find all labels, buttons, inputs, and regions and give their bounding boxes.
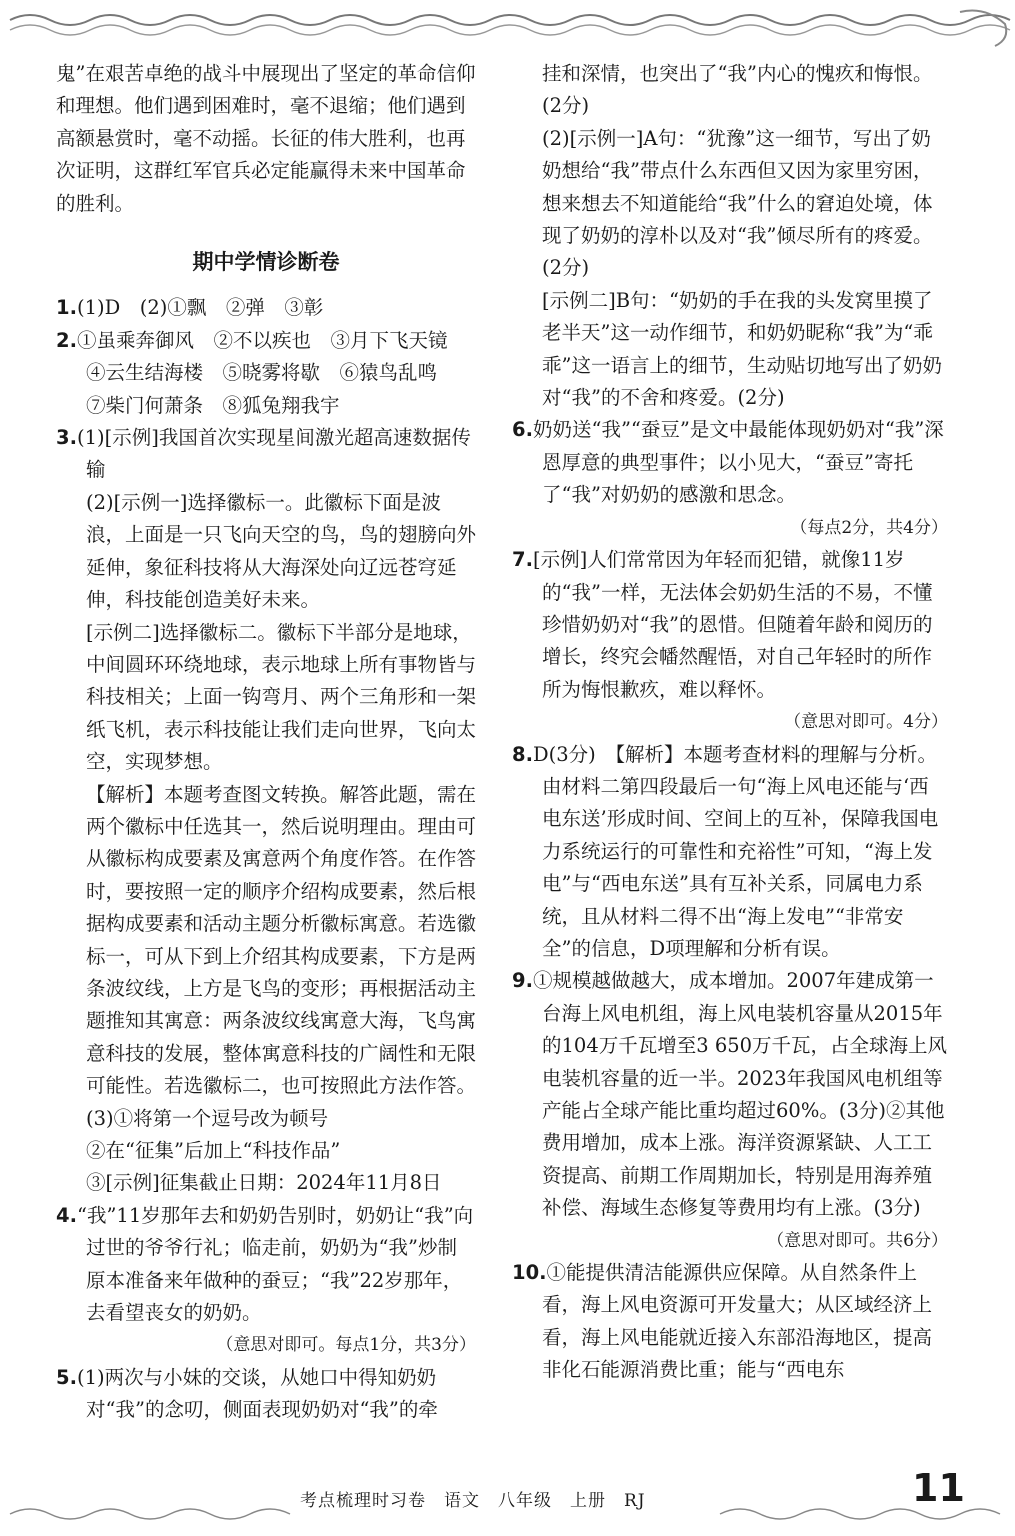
score-note: （意思对即可。每点1分，共3分） xyxy=(216,1335,476,1356)
question-number: 4. xyxy=(56,1203,77,1227)
question-7 xyxy=(512,544,948,706)
top-wave-border xyxy=(0,4,1015,50)
answer-text: (1)D (2)①飘 ②弹 ③彰 xyxy=(76,296,324,320)
answer-text: D(3分) 【解析】本题考查材料的理解与分析。由材料二第四段最后一句“海上风电还能与‘西电东送’形成时间、空间上的互补，保障我国电力系统运行的可靠性和充裕性”可知，“海上发电”与“西电东送”具有互补关系，同属电力系统，且从材料二得不出“海上发电”“非常安全”的信息，D项理解和分析有误。 xyxy=(532,742,939,960)
answer-text: 奶奶送“我”“蚕豆”是文中最能体现奶奶对“我”深恩厚意的典型事件；以小见大，“蚕豆”寄托了“我”对奶奶的感激和思念。 xyxy=(532,418,944,507)
question-2 xyxy=(56,325,476,357)
answer-paragraph: (2)[示例一]选择徽标一。此徽标下面是波浪，上面是一只飞向天空的鸟，鸟的翅膀向外延伸，象征科技将从大海深处向辽远苍穹延伸，科技能创造美好未来。 xyxy=(86,490,477,612)
question-number: 1. xyxy=(56,296,77,320)
question-5 xyxy=(56,1362,476,1427)
answer-line: ⑦柴门何萧条 ⑧狐兔翔我宇 xyxy=(86,393,340,417)
watermark-logo xyxy=(800,1462,1000,1522)
question-number: 5. xyxy=(56,1365,77,1389)
left-column xyxy=(56,58,476,1427)
question-10 xyxy=(512,1257,948,1387)
score-note: （意思对即可。共6分） xyxy=(767,1230,948,1251)
question-number: 9. xyxy=(512,969,533,993)
question-4 xyxy=(56,1200,476,1330)
question-6 xyxy=(512,414,948,511)
answer-paragraph: 挂和深情，也突出了“我”内心的愧疚和悔恨。(2分) xyxy=(542,62,933,118)
answer-text: (1)[示例]我国首次实现星间激光超高速数据传输 xyxy=(76,426,471,482)
answer-paragraph: (3)①将第一个逗号改为顿号 xyxy=(86,1106,329,1130)
score-note: （每点2分，共4分） xyxy=(790,517,948,538)
answer-text: ①能提供清洁能源供应保障。从自然条件上看，海上风电资源可开发量大；从区域经济上看，海上风电能就近接入东部沿海地区，提高非化石能源消费比重；能与“西电东 xyxy=(542,1261,933,1382)
section-title: 期中学情诊断卷 xyxy=(192,250,340,275)
footer-title: 考点梳理时习卷 语文 八年级 上册 RJ xyxy=(300,1491,646,1511)
answer-paragraph: ③[示例]征集截止日期：2024年11月8日 xyxy=(86,1171,442,1195)
question-9 xyxy=(512,965,948,1224)
analysis-paragraph: 【解析】本题考查图文转换。解答此题，需在两个徽标中任选其一，然后说明理由。理由可从徽标构成要素及寓意两个角度作答。在作答时，要按照一定的顺序介绍构成要素，然后根据构成要素和活动主题分析徽标寓意。若选徽标一，可从下到上介绍其构成要素，下方是两条波纹线，上方是飞鸟的变形；再根据活动主题推知其寓意：两条波纹线寓意大海，飞鸟寓意科技的发展，整体寓意科技的广阔性和无限可能性。若选徽标二，也可按照此方法作答。 xyxy=(86,782,477,1098)
question-number: 3. xyxy=(56,426,77,450)
answer-paragraph: ②在“征集”后加上“科技作品” xyxy=(86,1139,341,1162)
question-3 xyxy=(56,422,476,487)
score-note: （意思对即可。4分） xyxy=(784,712,948,733)
answer-text: “我”11岁那年去和奶奶告别时，奶奶让“我”向过世的爷爷行礼；临走前，奶奶为“我”炒制原本准备来年做种的蚕豆；“我”22岁那年，去看望丧女的奶奶。 xyxy=(76,1203,474,1325)
answer-line: ④云生结海楼 ⑤晓雾将歇 ⑥猿鸟乱鸣 xyxy=(86,361,438,385)
answer-paragraph: [示例二]选择徽标二。徽标下半部分是地球，中间圆环环绕地球，表示地球上所有事物皆与科技相关；上面一钩弯月、两个三角形和一架纸飞机，表示科技能让我们走向世界，飞向太空，实现梦想。 xyxy=(86,620,477,774)
question-number: 8. xyxy=(512,742,533,766)
right-column xyxy=(512,58,948,1387)
question-1 xyxy=(56,292,476,324)
question-number: 7. xyxy=(512,548,533,572)
question-number: 6. xyxy=(512,418,533,442)
answer-paragraph: (2)[示例一]A句：“犹豫”这一细节，写出了奶奶想给“我”带点什么东西但又因为家里穷困，想来想去不知道能给“我”什么的窘迫处境，体现了奶奶的淳朴以及对“我”倾尽所有的疼爱。(2分) xyxy=(542,126,933,280)
answer-text: ①规模越做越大，成本增加。2007年建成第一台海上风电机组，海上风电装机容量从2015年的104万千瓦增至3 650万千瓦，占全球海上风电装机容量的近一半。2023年我国风电机组等产能占全球产能比重均超过60%。(3分)②其他费用增加，成本上涨。海洋资源紧缺、人工工资提高、前期工作周期加长，特别是用海养殖补偿、海域生态修复等费用均有上涨。(3分) xyxy=(532,969,948,1220)
answer-paragraph: [示例二]B句：“奶奶的手在我的头发窝里摸了老半天”这一动作细节，和奶奶昵称“我”为“乖乖”这一语言上的细节，生动贴切地写出了奶奶对“我”的不舍和疼爱。(2分) xyxy=(542,288,942,410)
answer-line: ①虽乘奔御风 ②不以疾也 ③月下飞天镜 xyxy=(76,328,448,352)
question-number: 10. xyxy=(512,1261,547,1285)
question-8 xyxy=(512,739,948,966)
page-number: 11 xyxy=(912,1466,965,1510)
answer-text: [示例]人们常常因为年轻而犯错，就像11岁的“我”一样，无法体会奶奶生活的不易，不懂珍惜奶奶对“我”的恩惜。但随着年龄和阅历的增长，终究会幡然醒悟，对自己年轻时的所作所为悔恨歉疚，难以释怀。 xyxy=(532,548,933,701)
answer-text: (1)两次与小妹的交谈，从她口中得知奶奶对“我”的念叨，侧面表现奶奶对“我”的牵 xyxy=(76,1365,438,1422)
intro-paragraph: 鬼”在艰苦卓绝的战斗中展现出了坚定的革命信仰和理想。他们遇到困难时，毫不退缩；他们遇到高额悬赏时，毫不动摇。长征的伟大胜利，也再次证明，这群红军官兵必定能赢得未来中国革命的胜利。 xyxy=(56,62,476,215)
question-number: 2. xyxy=(56,328,77,352)
